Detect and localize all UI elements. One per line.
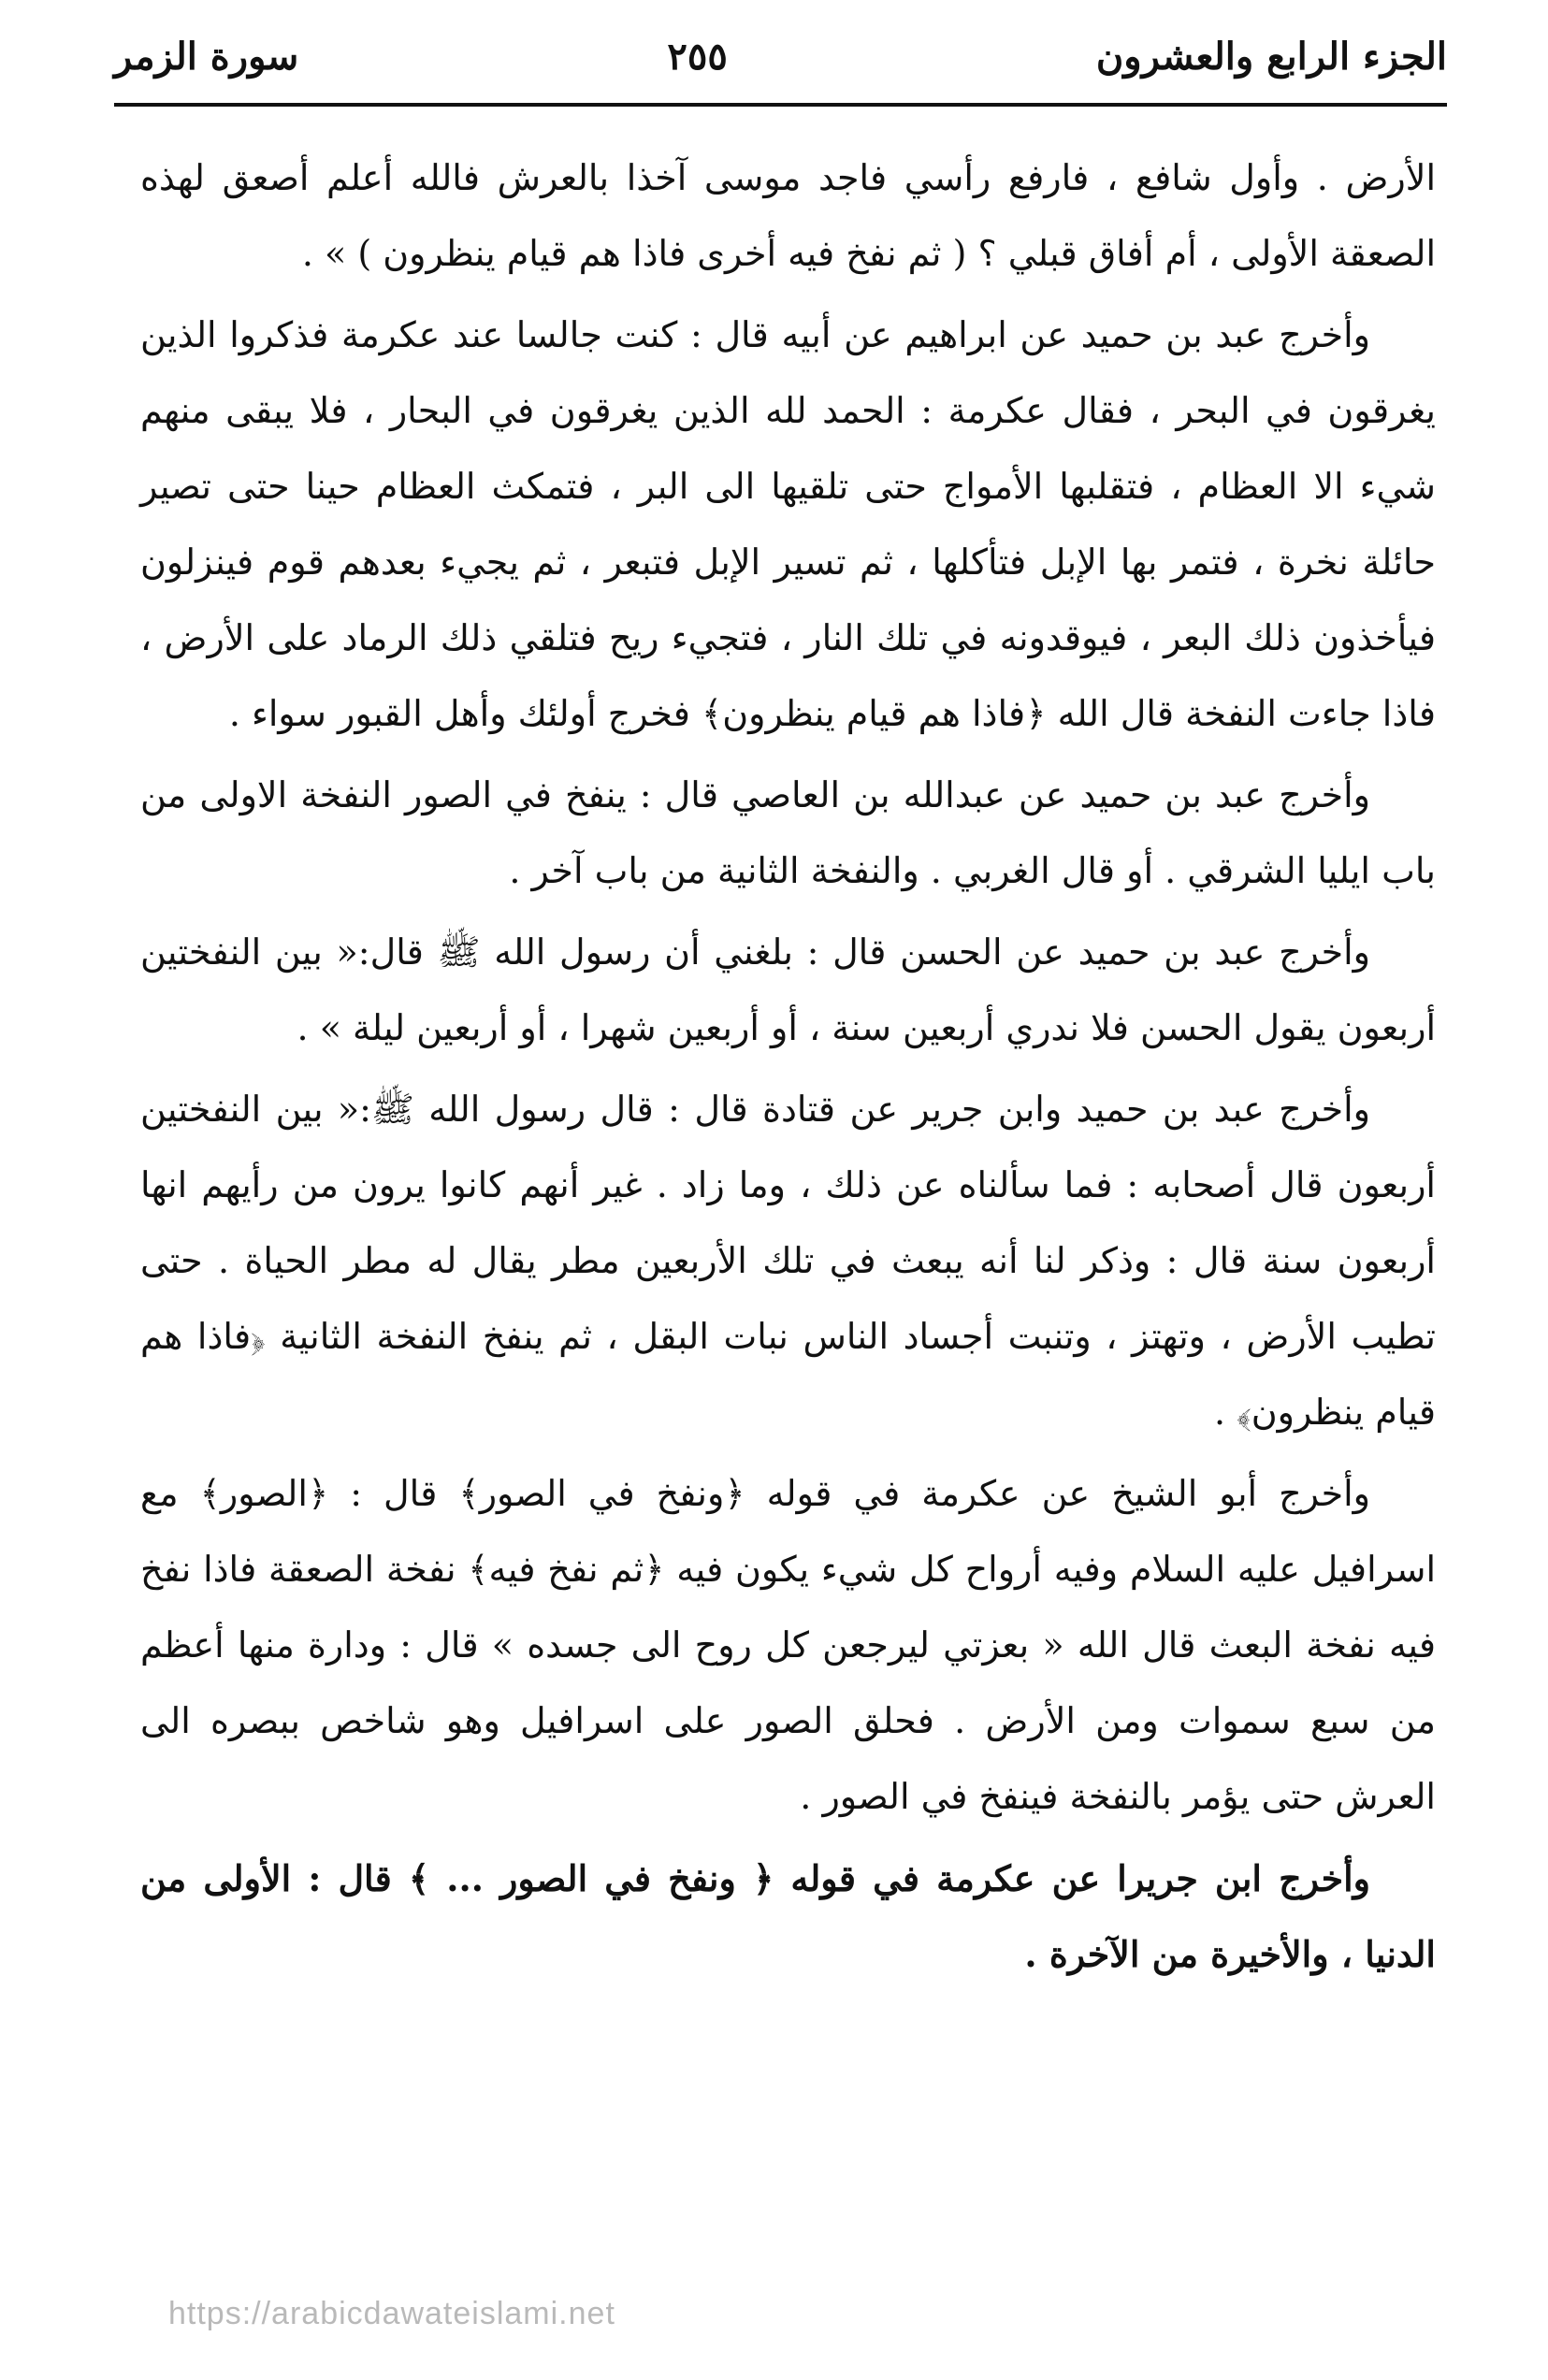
page-body bbox=[140, 140, 1436, 1998]
paragraph: وأخرج أبو الشيخ عن عكرمة في قوله ﴿ونفخ في الصور﴾ قال : ﴿الصور﴾ مع اسرافيل عليه السلام وفيه أرواح كل شيء يكون فيه ﴿ثم نفخ فيه﴾ نفخة الصعقة فاذا نفخ فيه نفخة البعث قال الله « بعزتي ليرجعن كل روح الى جسده » قال : ودارة منها أعظم من سبع سموات ومن الأرض . فحلق الصور على اسرافيل وهو شاخص ببصره الى العرش حتى يؤمر بالنفخة فينفخ في الصور . bbox=[140, 1473, 1436, 1817]
header-divider bbox=[114, 103, 1447, 107]
page-number: ٢٥٥ bbox=[667, 34, 728, 79]
paragraph: وأخرج عبد بن حميد عن الحسن قال : بلغني أن رسول الله ﷺ قال:« بين النفختين أربعون يقول الحسن فلا ندري أربعين سنة ، أو أربعين شهرا ، أو أربعين ليلة » . bbox=[140, 931, 1436, 1048]
paragraph: وأخرج ابن جريرا عن عكرمة في قوله ﴿ ونفخ في الصور ... ﴾ قال : الأولى من الدنيا ، والأخيرة من الآخرة . bbox=[140, 1857, 1436, 1975]
paragraph: وأخرج عبد بن حميد وابن جرير عن قتادة قال : قال رسول الله ﷺ:« بين النفختين أربعون قال أصحابه : فما سألناه عن ذلك ، وما زاد . غير أنهم كانوا يرون من رأيهم انها أربعون سنة قال : وذكر لنا أنه يبعث في تلك الأربعين مطر يقال له مطر الحياة . حتى تطيب الأرض ، وتهتز ، وتنبت أجساد الناس نبات البقل ، ثم ينفخ النفخة الثانية ﴿فاذا هم قيام ينظرون﴾ . bbox=[140, 1089, 1436, 1433]
watermark-url: https://arabicdawateislami.net bbox=[168, 2296, 615, 2331]
paragraph: وأخرج عبد بن حميد عن ابراهيم عن أبيه قال : كنت جالسا عند عكرمة فذكروا الذين يغرقون في البحر ، فقال عكرمة : الحمد لله الذين يغرقون في البحار ، فلا يبقى منهم شيء الا العظام ، فتقلبها الأمواج حتى تلقيها الى البر ، فتمكث العظام حينا حتى تصير حائلة نخرة ، فتمر بها الإبل فتأكلها ، ثم تسير الإبل فتبعر ، ثم يجيء بعدهم قوم فينزلون فيأخذون ذلك البعر ، فيوقدونه في تلك النار ، فتجيء ريح فتلقي ذلك الرماد على الأرض ، فاذا جاءت النفخة قال الله ﴿فاذا هم قيام ينظرون﴾ فخرج أولئك وأهل القبور سواء . bbox=[140, 314, 1436, 734]
page-header bbox=[114, 19, 1447, 94]
surah-title: سورة الزمر bbox=[114, 34, 299, 79]
paragraph: الأرض . وأول شافع ، فارفع رأسي فاجد موسى آخذا بالعرش فالله أعلم أصعق لهذه الصعقة الأولى ، أم أفاق قبلي ؟ ( ثم نفخ فيه أخرى فاذا هم قيام ينظرون ) » . bbox=[140, 157, 1436, 274]
paragraph: وأخرج عبد بن حميد عن عبدالله بن العاصي قال : ينفخ في الصور النفخة الاولى من باب ايليا الشرقي . أو قال الغربي . والنفخة الثانية من باب آخر . bbox=[140, 774, 1436, 891]
part-title: الجزء الرابع والعشرون bbox=[1095, 34, 1447, 79]
